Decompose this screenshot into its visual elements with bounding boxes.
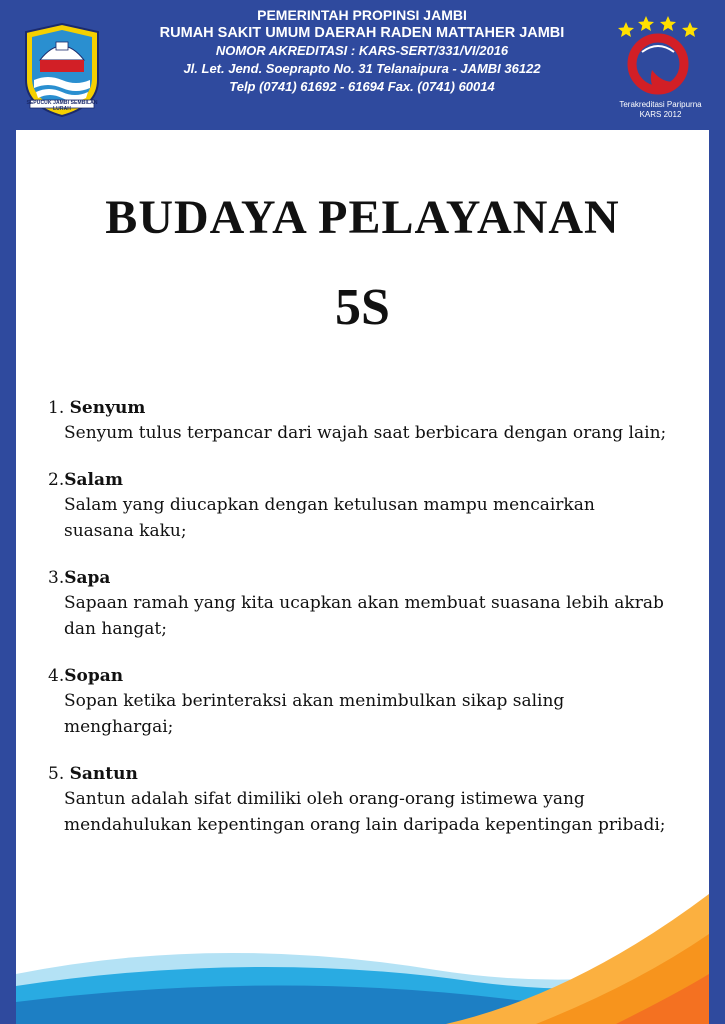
list-item — [48, 664, 698, 740]
service-values-list — [48, 396, 698, 860]
content-panel — [16, 130, 709, 1024]
item-name: Sopan — [64, 666, 124, 686]
list-item — [48, 396, 698, 446]
item-number: 1. — [48, 398, 70, 418]
header-line-address: Jl. Let. Jend. Soeprapto No. 31 Telanaipura - JAMBI 36122 — [183, 61, 541, 76]
list-item — [48, 762, 698, 838]
header-line-accreditation: NOMOR AKREDITASI : KARS-SERT/331/VI/2016 — [215, 43, 509, 58]
institution-header — [112, 6, 612, 96]
item-heading — [48, 396, 698, 420]
emblem-motto: SEPUCUK JAMBI SEMBILAN LURAH — [26, 100, 98, 112]
item-description: Sopan ketika berinteraksi akan menimbulkan sikap saling menghargai; — [64, 691, 565, 737]
list-item — [48, 468, 698, 544]
header-line-hospital: RUMAH SAKIT UMUM DAERAH RADEN MATTAHER JAMBI — [159, 25, 565, 41]
list-item — [48, 566, 698, 642]
item-name: Salam — [64, 470, 123, 490]
item-description: Santun adalah sifat dimiliki oleh orang-orang istimewa yang mendahulukan kepentingan orang lain daripada kepentingan pribadi; — [64, 789, 666, 835]
item-name: Santun — [69, 764, 138, 784]
decorative-wave-graphic — [16, 874, 709, 1024]
kars-accreditation-logo-icon — [612, 14, 712, 114]
kars-caption-line-2: KARS 2012 — [639, 110, 682, 119]
item-name: Sapa — [64, 568, 111, 588]
kars-caption — [598, 100, 723, 120]
page-title: BUDAYA PELAYANAN — [105, 191, 620, 244]
item-description: Senyum tulus terpancar dari wajah saat berbicara dengan orang lain; — [64, 423, 667, 443]
item-heading — [48, 762, 698, 786]
item-number: 5. — [48, 764, 70, 784]
header-line-province: PEMERINTAH PROPINSI JAMBI — [257, 7, 467, 23]
header-banner — [0, 0, 725, 128]
header-line-phone: Telp (0741) 61692 - 61694 Fax. (0741) 60014 — [229, 79, 495, 94]
item-heading — [48, 664, 698, 688]
kars-caption-line-1: Terakreditasi Paripurna — [619, 100, 702, 109]
item-name: Senyum — [69, 398, 146, 418]
item-heading — [48, 468, 698, 492]
item-number: 4. — [48, 666, 65, 686]
item-number: 3. — [48, 568, 65, 588]
item-heading — [48, 566, 698, 590]
item-number: 2. — [48, 470, 65, 490]
item-description: Sapaan ramah yang kita ucapkan akan membuat suasana lebih akrab dan hangat; — [64, 593, 664, 639]
item-description: Salam yang diucapkan dengan ketulusan mampu mencairkan suasana kaku; — [64, 495, 595, 541]
page-subtitle: 5S — [335, 279, 390, 336]
